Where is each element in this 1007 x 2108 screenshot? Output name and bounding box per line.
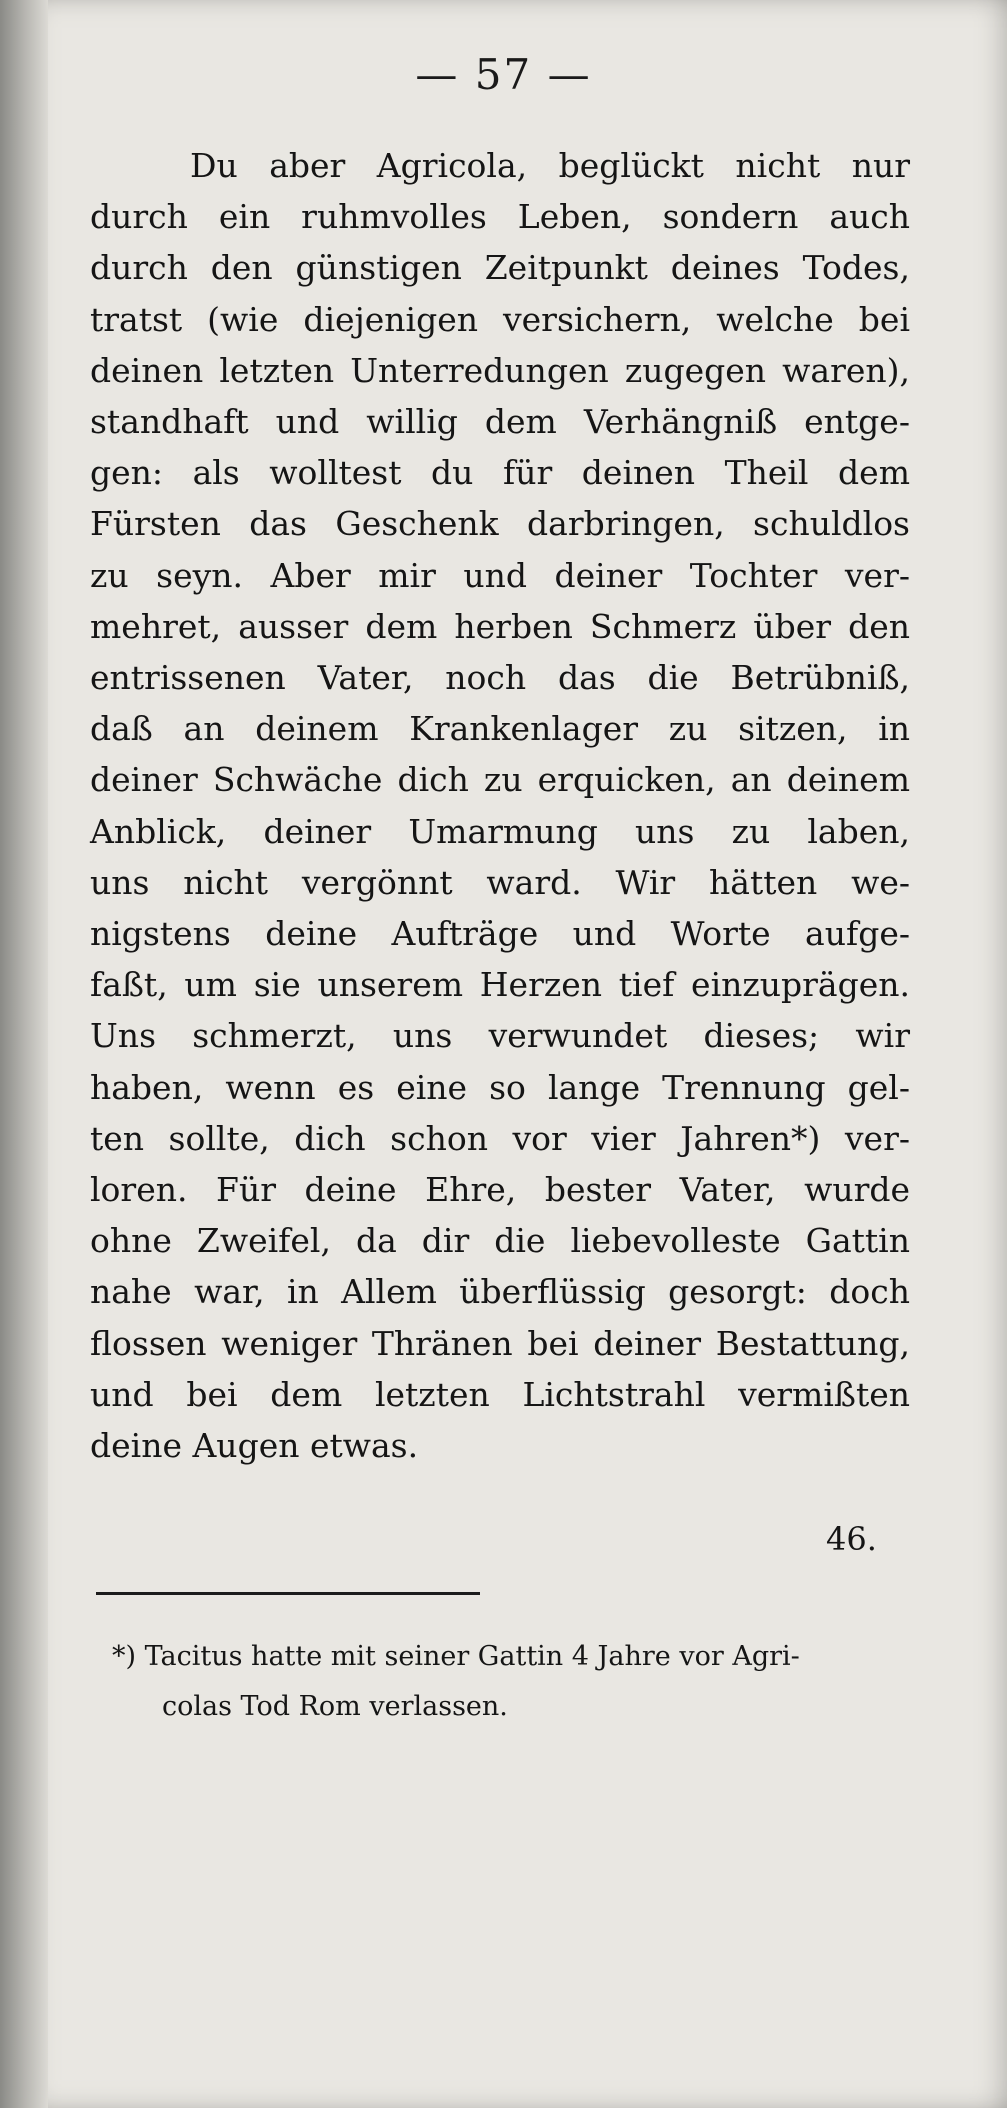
text-line: deine Augen etwas.: [90, 1426, 419, 1466]
text-line: tratst (wie diejenigen versichern, welche bei: [90, 299, 910, 339]
text-line: faßt, um sie unserem Herzen tief einzuprägen.: [90, 965, 910, 1005]
text-line: ohne Zweifel, da dir die liebevolleste Gattin: [90, 1221, 910, 1261]
text-line: uns nicht vergönnt ward. Wir hätten we-: [90, 862, 910, 902]
text-line: mehret, ausser dem herben Schmerz über den: [90, 606, 910, 646]
text-line: Du aber Agricola, beglückt nicht nur: [190, 146, 910, 185]
footnote-divider: [96, 1592, 480, 1595]
text-line: und bei dem letzten Lichtstrahl vermißten: [90, 1374, 910, 1414]
footnote: [112, 1632, 912, 1732]
text-line: deiner Schwäche dich zu erquicken, an deinem: [90, 760, 910, 800]
page-gutter-shadow: [0, 0, 48, 2108]
text-line: zu seyn. Aber mir und deiner Tochter ver-: [90, 555, 910, 595]
text-line: flossen weniger Thränen bei deiner Bestattung,: [90, 1323, 910, 1363]
text-line: nigstens deine Aufträge und Worte aufge-: [90, 914, 910, 954]
section-number: 46.: [826, 1520, 877, 1558]
text-line: daß an deinem Krankenlager zu sitzen, in: [90, 709, 910, 749]
text-line: standhaft und willig dem Verhängniß entge-: [90, 402, 910, 442]
body-text: [90, 140, 910, 1471]
footnote-line: colas Tod Rom verlassen.: [162, 1691, 508, 1722]
text-line: durch ein ruhmvolles Leben, sondern auch: [90, 197, 910, 237]
text-line: Fürsten das Geschenk darbringen, schuldlos: [90, 504, 910, 544]
text-line: ten sollte, dich schon vor vier Jahren*) ver-: [90, 1118, 910, 1158]
text-line: deinen letzten Unterredungen zugegen waren),: [90, 350, 910, 390]
text-line: Uns schmerzt, uns verwundet dieses; wir: [90, 1016, 910, 1056]
text-line: haben, wenn es eine so lange Trennung gel-: [90, 1067, 910, 1107]
text-line: loren. Für deine Ehre, bester Vater, wurde: [90, 1170, 910, 1210]
text-line: entrissenen Vater, noch das die Betrübniß,: [90, 658, 910, 698]
text-line: nahe war, in Allem überflüssig gesorgt: doch: [90, 1272, 910, 1312]
text-line: Anblick, deiner Umarmung uns zu laben,: [90, 811, 910, 851]
page-number: — 57 —: [415, 50, 592, 99]
text-line: durch den günstigen Zeitpunkt deines Todes,: [90, 248, 910, 288]
text-line: gen: als wolltest du für deinen Theil dem: [90, 453, 910, 493]
footnote-line: *) Tacitus hatte mit seiner Gattin 4 Jahre vor Agri-: [112, 1641, 800, 1672]
